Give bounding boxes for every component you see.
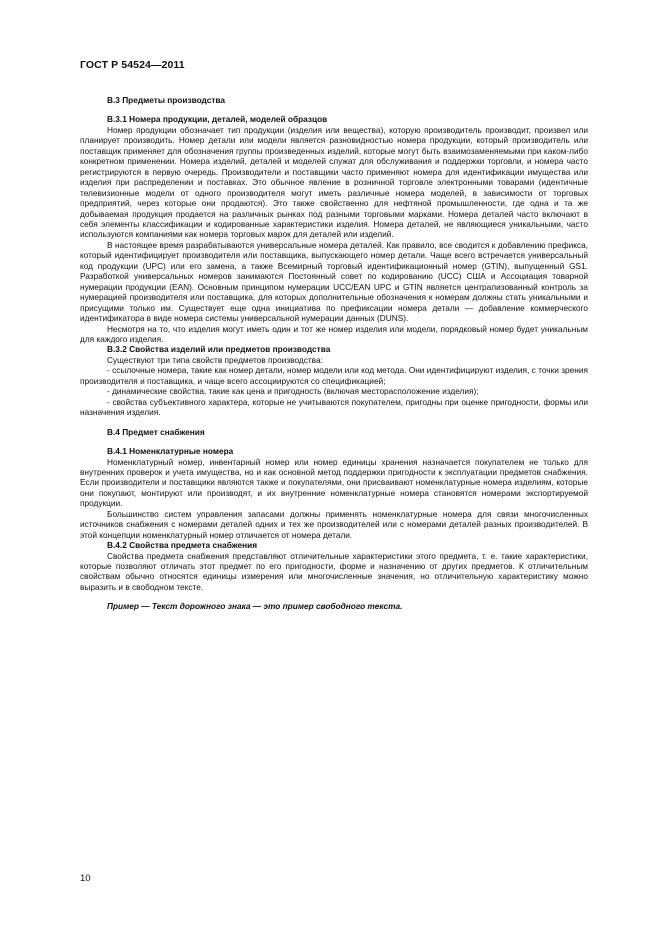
section-heading-b32: В.3.2 Свойства изделий или предметов производства [107, 344, 331, 355]
paragraph: Несмотря на то, что изделия могут иметь один и тот же номер изделия или модели, порядковый номер будет уникальным для каждого изделия. [80, 323, 588, 344]
section-heading-b3: В.3 Предметы производства [107, 95, 225, 105]
list-item: - свойства субъективного характера, которые не учитываются покупателем, пригодны при оценке пригодности, формы или назначения изделия. [80, 396, 588, 418]
list-item: - динамические свойства, такие как цена и пригодность (включая месторасположение изделия); [107, 386, 479, 397]
section-heading-b31: В.3.1 Номера продукции, деталей, моделей образцов [107, 114, 328, 125]
paragraph: Большинство систем управления запасами должны применять номенклатурные номера для связи многочисленных источников снабжения с номерами деталей одних и тех же производителей или с номерами деталей разных производителей. В этой концепции номенклатурный номер отличается от номера детали. [80, 508, 588, 540]
section-heading-b42: В.4.2 Свойства предмета снабжения [107, 540, 258, 551]
list-item: - ссылочные номера, такие как номер детали, номер модели или код метода. Они идентифицируют изделия, с точки зрения производителя и поставщика, и чаще всего ассоциируются со спецификацией; [80, 365, 588, 386]
document-body [80, 95, 588, 612]
section-heading-b41: В.4.1 Номенклатурные номера [107, 446, 234, 457]
paragraph: Существуют три типа свойств предметов производства: [107, 354, 323, 365]
paragraph: В настоящее время разрабатываются универсальные номера деталей. Как правило, все сводится к добавлению префикса, который идентифицирует производителя или поставщика, выпускающего номер детали. Чаще всего встречается универсальный код продукции (UPC) или его замена, а также Всемирный торговый идентификационный номер (GTIN), выпущенный GS1. Разработкой универсальных номеров занимаются Постоянный совет по кодированию (UCC) США и Ассоциация товарной нумерации продукции (EAN). Основным принципом нумерации UCC/EAN UPC и GTIN является централизованный контроль за нумерацией производителя или поставщика, для которых дополнительные обозначения к номерам должны стать уникальными и присущими только им. Существует еще одна инициатива по префиксации номера детали — добавление коммерческого идентификатора в виде номера системы универсальной нумерации данных (DUNS). [80, 239, 588, 324]
page-number: 10 [80, 873, 91, 884]
document-header: ГОСТ Р 54524—2011 [80, 59, 185, 71]
paragraph: Номенклатурный номер, инвентарный номер или номер единицы хранения назначается покупателем не только для внутренних проверок и учета имущества, но и как основной метод поддержки пригодности к эксплуатации предметов снабжения. Если производители и поставщики являются также и покупателями, они присваивают номенклатурные номера изделиям, которые они покупают, монтируют или производят, и их внутренние номенклатурные номера становятся номерами экспортируемой продукции. [80, 456, 588, 509]
section-heading-b4: В.4 Предмет снабжения [107, 426, 205, 437]
paragraph: Номер продукции обозначает тип продукции (изделия или вещества), которую производитель производит, произвел или планирует производить. Номер детали или модели является разновидностью номера продукции, который производитель или поставщик применяет для обозначения группы произведенных изделий, которые могут быть взаимозаменяемыми при каком-либо конкретном применении. Номера изделий, деталей и моделей служат для обслуживания и поддержки торговли, и номера часто регистрируются в первую очередь. Производители и поставщики часто применяют номера для идентификации имущества или изделия при распределении и поставках. Это обычное явление в розничной торговле электронными товарами (идентичные телевизионные модели от одного производителя могут иметь различные номера моделей, в зависимости от торговых предприятий, через которые они продаются). Это также свойственно для нефтяной промышленности, где одна и та же добываемая продукция продается на различных рынках под разными торговыми марками. Номера деталей часто включают в себя элементы классификации и кодированные характеристики изделия. Номера деталей, не являющиеся уникальными, часто используются компаниями как номера торговых марок для деталей или изделий. [80, 124, 588, 240]
example-text: Пример — Текст дорожного знака — это пример свободного текста. [107, 601, 403, 612]
paragraph: Свойства предмета снабжения представляют отличительные характеристики этого предмета, т. е. такие характеристики, которые позволяют отличать этот предмет по его пригодности, форме и назначению от других предметов. К отличительным свойствам обычно относятся единицы измерения или многочисленные значения, но отличительную характеристику можно выразить и в свободном тексте. [80, 550, 588, 592]
